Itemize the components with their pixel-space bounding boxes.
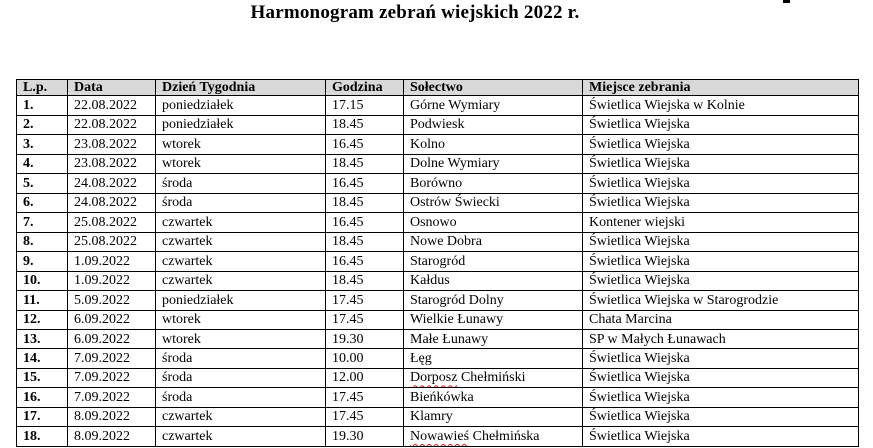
column-header-lp: L.p. <box>17 80 68 96</box>
table-row <box>17 174 859 193</box>
table-row <box>17 427 859 447</box>
cell-solectwo: Borówno <box>404 174 583 193</box>
column-header-godzina: Godzina <box>326 80 404 96</box>
cell-miejsce: Świetlica Wiejska w Kolnie <box>583 96 859 115</box>
cell-data: 24.08.2022 <box>68 174 156 193</box>
cell-godzina: 17.45 <box>326 388 404 407</box>
cell-godzina: 18.45 <box>326 193 404 212</box>
table-header-row <box>17 80 859 96</box>
cell-godzina: 16.45 <box>326 174 404 193</box>
document-title: Harmonogram zebrań wiejskich 2022 r. <box>250 2 580 23</box>
cell-godzina: 18.45 <box>326 271 404 290</box>
table-row <box>17 388 859 407</box>
cell-data: 1.09.2022 <box>68 252 156 271</box>
cell-solectwo: Wielkie Łunawy <box>404 310 583 329</box>
cell-data: 8.09.2022 <box>68 407 156 426</box>
cell-miejsce: Świetlica Wiejska <box>583 232 859 251</box>
cell-lp: 14. <box>17 349 68 368</box>
cell-data: 22.08.2022 <box>68 96 156 115</box>
cell-data: 25.08.2022 <box>68 232 156 251</box>
table-row <box>17 252 859 271</box>
cell-solectwo: Małe Łunawy <box>404 330 583 349</box>
cell-dzien: wtorek <box>156 135 326 154</box>
cell-solectwo: Łęg <box>404 349 583 368</box>
cell-lp: 17. <box>17 407 68 426</box>
cell-dzien: czwartek <box>156 407 326 426</box>
table-row <box>17 330 859 349</box>
cell-godzina: 17.45 <box>326 407 404 426</box>
cell-godzina: 17.45 <box>326 310 404 329</box>
cell-miejsce: Świetlica Wiejska <box>583 252 859 271</box>
cell-solectwo: Starogród Dolny <box>404 291 583 310</box>
table-row <box>17 310 859 329</box>
cell-data: 7.09.2022 <box>68 368 156 387</box>
cell-data: 1.09.2022 <box>68 271 156 290</box>
cell-data: 23.08.2022 <box>68 154 156 173</box>
cell-miejsce: Chata Marcina <box>583 310 859 329</box>
table-row <box>17 368 859 387</box>
column-header-miejsce: Miejsce zebrania <box>583 80 859 96</box>
cell-lp: 3. <box>17 135 68 154</box>
cell-solectwo: Nowe Dobra <box>404 232 583 251</box>
cell-godzina: 19.30 <box>326 330 404 349</box>
cell-solectwo: Dolne Wymiary <box>404 154 583 173</box>
cell-lp: 2. <box>17 115 68 134</box>
cell-miejsce: Świetlica Wiejska <box>583 135 859 154</box>
cell-solectwo: Dorposz Chełmiński <box>404 368 583 387</box>
cell-lp: 9. <box>17 252 68 271</box>
misspelled-word: Dorposz <box>410 370 458 386</box>
cell-dzien: środa <box>156 349 326 368</box>
cell-dzien: czwartek <box>156 232 326 251</box>
cell-lp: 5. <box>17 174 68 193</box>
cell-dzien: środa <box>156 388 326 407</box>
cell-data: 24.08.2022 <box>68 193 156 212</box>
cell-data: 22.08.2022 <box>68 115 156 134</box>
cell-miejsce: Świetlica Wiejska <box>583 154 859 173</box>
cell-miejsce: Kontener wiejski <box>583 213 859 232</box>
cell-lp: 13. <box>17 330 68 349</box>
cell-dzien: środa <box>156 174 326 193</box>
cell-dzien: wtorek <box>156 154 326 173</box>
cell-data: 5.09.2022 <box>68 291 156 310</box>
cell-solectwo: Kałdus <box>404 271 583 290</box>
table-row <box>17 115 859 134</box>
cell-dzien: poniedziałek <box>156 291 326 310</box>
cell-lp: 4. <box>17 154 68 173</box>
cell-miejsce: Świetlica Wiejska <box>583 407 859 426</box>
cell-dzien: wtorek <box>156 330 326 349</box>
cell-miejsce: Świetlica Wiejska <box>583 271 859 290</box>
cell-godzina: 17.15 <box>326 96 404 115</box>
cell-godzina: 18.45 <box>326 115 404 134</box>
table-row <box>17 232 859 251</box>
table-row <box>17 135 859 154</box>
cell-dzien: czwartek <box>156 271 326 290</box>
cell-solectwo: Nowawieś Chełmińska <box>404 427 583 447</box>
cell-solectwo: Podwiesk <box>404 115 583 134</box>
cell-dzien: środa <box>156 193 326 212</box>
cell-data: 7.09.2022 <box>68 388 156 407</box>
cell-lp: 12. <box>17 310 68 329</box>
cell-miejsce: Świetlica Wiejska <box>583 349 859 368</box>
cell-lp: 10. <box>17 271 68 290</box>
cell-data: 23.08.2022 <box>68 135 156 154</box>
table-row <box>17 291 859 310</box>
cell-data: 7.09.2022 <box>68 349 156 368</box>
column-header-data: Data <box>68 80 156 96</box>
cell-miejsce: Świetlica Wiejska w Starogrodzie <box>583 291 859 310</box>
cell-miejsce: Świetlica Wiejska <box>583 368 859 387</box>
cell-miejsce: Świetlica Wiejska <box>583 388 859 407</box>
cell-miejsce: Świetlica Wiejska <box>583 193 859 212</box>
table-row <box>17 96 859 115</box>
cell-godzina: 10.00 <box>326 349 404 368</box>
cell-godzina: 18.45 <box>326 232 404 251</box>
cell-godzina: 12.00 <box>326 368 404 387</box>
cell-godzina: 16.45 <box>326 252 404 271</box>
cell-solectwo: Starogród <box>404 252 583 271</box>
table-row <box>17 213 859 232</box>
cell-solectwo: Osnowo <box>404 213 583 232</box>
meeting-schedule-table <box>16 79 859 447</box>
cell-dzien: poniedziałek <box>156 115 326 134</box>
cell-data: 25.08.2022 <box>68 213 156 232</box>
cell-godzina: 16.45 <box>326 213 404 232</box>
cell-dzien: wtorek <box>156 310 326 329</box>
table-row <box>17 407 859 426</box>
cell-solectwo: Górne Wymiary <box>404 96 583 115</box>
table-row <box>17 193 859 212</box>
cell-lp: 8. <box>17 232 68 251</box>
misspelled-word: Nowawieś <box>410 428 470 444</box>
cell-dzien: czwartek <box>156 427 326 447</box>
cell-data: 6.09.2022 <box>68 310 156 329</box>
cell-miejsce: SP w Małych Łunawach <box>583 330 859 349</box>
cell-solectwo: Kolno <box>404 135 583 154</box>
table-row <box>17 154 859 173</box>
table-row <box>17 349 859 368</box>
cell-lp: 15. <box>17 368 68 387</box>
cell-godzina: 17.45 <box>326 291 404 310</box>
cell-lp: 18. <box>17 427 68 447</box>
column-header-dzien: Dzień Tygodnia <box>156 80 326 96</box>
cell-lp: 16. <box>17 388 68 407</box>
cell-solectwo: Bieńkówka <box>404 388 583 407</box>
cell-solectwo: Ostrów Świecki <box>404 193 583 212</box>
cell-dzien: czwartek <box>156 252 326 271</box>
column-header-solectwo: Sołectwo <box>404 80 583 96</box>
cell-lp: 1. <box>17 96 68 115</box>
cell-solectwo: Klamry <box>404 407 583 426</box>
cell-dzien: poniedziałek <box>156 96 326 115</box>
cell-lp: 11. <box>17 291 68 310</box>
cell-dzien: środa <box>156 368 326 387</box>
cell-lp: 7. <box>17 213 68 232</box>
table-row <box>17 271 859 290</box>
cell-data: 6.09.2022 <box>68 330 156 349</box>
cell-godzina: 19.30 <box>326 427 404 447</box>
cell-miejsce: Świetlica Wiejska <box>583 174 859 193</box>
cell-miejsce: Świetlica Wiejska <box>583 427 859 447</box>
cell-godzina: 16.45 <box>326 135 404 154</box>
cell-miejsce: Świetlica Wiejska <box>583 115 859 134</box>
cell-godzina: 18.45 <box>326 154 404 173</box>
cell-lp: 6. <box>17 193 68 212</box>
cell-data: 8.09.2022 <box>68 427 156 447</box>
cell-dzien: czwartek <box>156 213 326 232</box>
